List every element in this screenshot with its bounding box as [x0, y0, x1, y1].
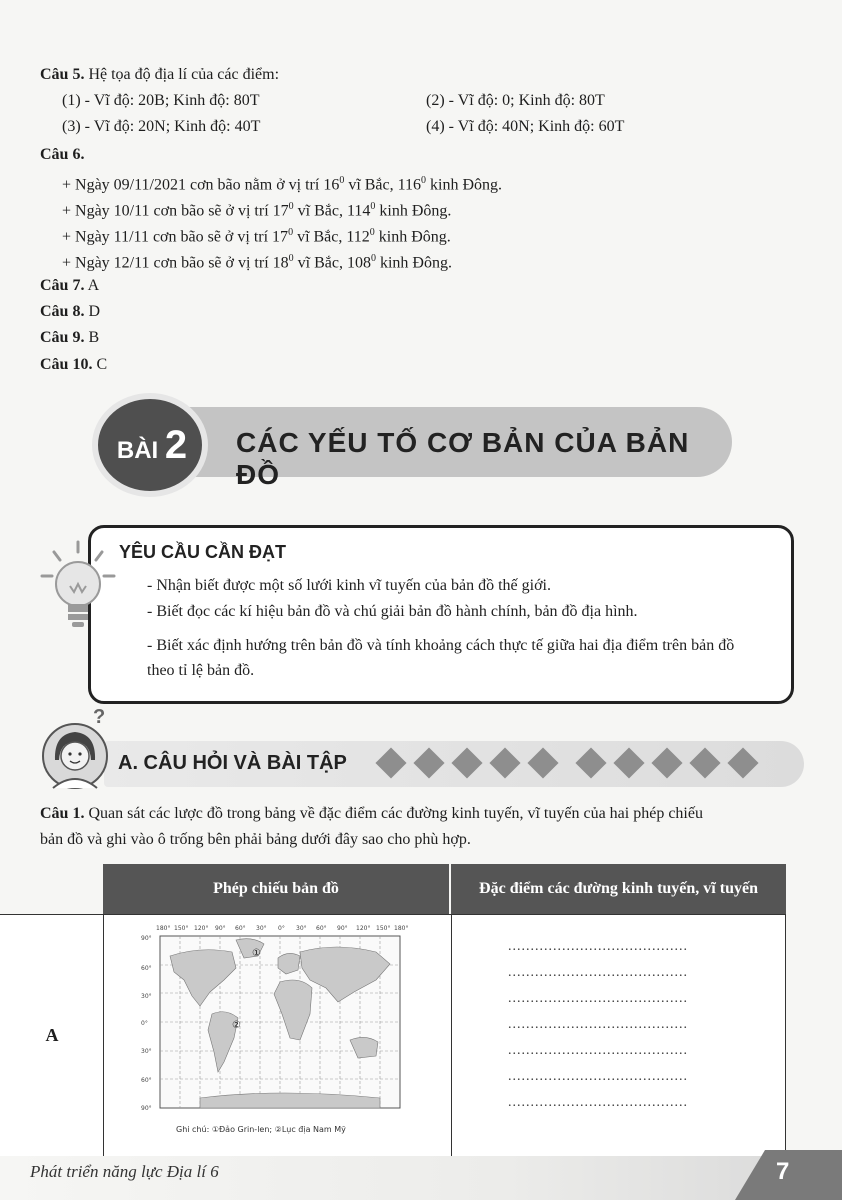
- q6-line-1: [62, 171, 502, 195]
- question1-text-1: Quan sát các lược đồ trong bảng về đặc điểm các đường kinh tuyến, vĩ tuyến của hai phép chiếu: [84, 805, 703, 822]
- requirement-item-4: theo tỉ lệ bản đồ.: [147, 662, 255, 679]
- q6-label: Câu 6.: [40, 146, 85, 163]
- q10-value: C: [96, 356, 108, 373]
- question-mark: ?: [93, 706, 106, 728]
- lesson-banner: [92, 393, 742, 497]
- requirements-box: [88, 525, 794, 704]
- q6-line-2: [62, 197, 451, 221]
- q6-line-3-a: + Ngày 11/11 cơn bão sẽ ở vị trí 17: [62, 228, 289, 246]
- q6-line-4-b: vĩ Bắc, 108: [293, 254, 371, 272]
- q7-value: A: [87, 277, 100, 294]
- answer-line[interactable]: ........................................: [508, 966, 688, 980]
- degree-sup: 0: [339, 175, 345, 186]
- q6-line-1-a: + Ngày 09/11/2021 cơn bão nằm ở vị trí 16: [62, 176, 340, 194]
- tick-top: 30°: [296, 925, 307, 932]
- tick-top: 30°: [256, 925, 267, 932]
- q6-line-1-c: kinh Đông.: [426, 176, 503, 194]
- tick-top: 90°: [215, 925, 226, 932]
- answer-line[interactable]: ........................................: [508, 1096, 688, 1110]
- answer-line[interactable]: ........................................: [508, 1018, 688, 1032]
- lesson-title: CÁC YẾU TỐ CƠ BẢN CỦA BẢN ĐỒ: [236, 427, 690, 490]
- answer-line[interactable]: ........................................: [508, 940, 688, 954]
- tick-top: 60°: [316, 925, 327, 932]
- answer-line[interactable]: ........................................: [508, 992, 688, 1006]
- q9-value: B: [88, 329, 100, 346]
- q6-line-3: [62, 223, 451, 247]
- footer-title: Phát triển năng lực Địa lí 6: [30, 1162, 219, 1181]
- q5-label: Câu 5.: [40, 66, 85, 83]
- q8-value: D: [88, 303, 101, 320]
- q8-line: [40, 302, 100, 322]
- section-title: A. CÂU HỎI VÀ BÀI TẬP: [118, 752, 347, 774]
- q6-line-4: [62, 249, 452, 273]
- tick-left: 90°: [141, 935, 152, 942]
- q6-line-4-c: kinh Đông.: [375, 254, 452, 272]
- q5-line: [40, 65, 279, 85]
- question1-line2: bản đồ và ghi vào ô trống bên phải bảng dưới đây sao cho phù hợp.: [40, 831, 471, 848]
- q6-line-3-c: kinh Đông.: [374, 228, 451, 246]
- question1-label: Câu 1.: [40, 805, 85, 822]
- marker-greenland: ①: [252, 948, 261, 959]
- tick-left: 30°: [141, 993, 152, 1000]
- q9-label: Câu 9.: [40, 329, 85, 346]
- tick-top: 60°: [235, 925, 246, 932]
- tick-left: 90°: [141, 1105, 152, 1112]
- degree-sup: 0: [370, 253, 376, 264]
- q5-item-1: (1) - Vĩ độ: 20B; Kinh độ: 80T: [62, 92, 260, 109]
- q10-label: Câu 10.: [40, 356, 93, 373]
- tick-top: 180°: [156, 925, 171, 932]
- world-map-figure: [140, 922, 410, 1140]
- tick-top: 90°: [337, 925, 348, 932]
- q8-label: Câu 8.: [40, 303, 85, 320]
- lesson-number: [100, 423, 204, 468]
- tick-left: 60°: [141, 965, 152, 972]
- tick-top: 150°: [174, 925, 189, 932]
- q6-line-3-b: vĩ Bắc, 112: [293, 228, 370, 246]
- tick-top: 180°: [394, 925, 409, 932]
- requirements-title: YÊU CẦU CẦN ĐẠT: [119, 542, 287, 562]
- q6-line-4-a: + Ngày 12/11 cơn bão sẽ ở vị trí 18: [62, 254, 289, 272]
- degree-sup: 0: [370, 201, 376, 212]
- tick-top: 0°: [278, 925, 285, 932]
- q6-line-2-b: vĩ Bắc, 114: [293, 202, 371, 220]
- degree-sup: 0: [421, 175, 427, 186]
- degree-sup: 0: [288, 253, 294, 264]
- answer-line[interactable]: ........................................: [508, 1070, 688, 1084]
- projection-table: [0, 864, 786, 1164]
- tick-top: 120°: [194, 925, 209, 932]
- tick-left: 60°: [141, 1077, 152, 1084]
- q5-text: Hệ tọa độ địa lí của các điểm:: [88, 66, 280, 83]
- table-header-features: Đặc điểm các đường kinh tuyến, vĩ tuyến: [451, 864, 786, 914]
- q9-line: [40, 328, 99, 348]
- question1-line1: [40, 804, 703, 824]
- row-label: A: [45, 1025, 59, 1045]
- degree-sup: 0: [288, 201, 294, 212]
- tick-left: 0°: [141, 1020, 148, 1027]
- degree-sup: 0: [369, 227, 375, 238]
- q7-label: Câu 7.: [40, 277, 85, 294]
- lightbulb-icon: [40, 540, 116, 640]
- page-number: 7: [776, 1158, 790, 1185]
- q10-line: [40, 355, 107, 375]
- table-header-projection: Phép chiếu bản đồ: [103, 864, 449, 914]
- row-label-cell: [0, 914, 104, 1164]
- tick-left: 30°: [141, 1048, 152, 1055]
- q5-item-3: (3) - Vĩ độ: 20N; Kinh độ: 40T: [62, 118, 261, 135]
- q6-line-1-b: vĩ Bắc, 116: [344, 176, 422, 194]
- tick-top: 120°: [356, 925, 371, 932]
- answer-line[interactable]: ........................................: [508, 1044, 688, 1058]
- tick-top: 150°: [376, 925, 391, 932]
- marker-south-america: ②: [232, 1020, 241, 1031]
- requirement-item-3: - Biết xác định hướng trên bản đồ và tính khoảng cách thực tế giữa hai địa điểm trên bản đồ: [147, 637, 735, 654]
- q5-item-4: (4) - Vĩ độ: 40N; Kinh độ: 60T: [426, 118, 625, 135]
- map-caption: Ghi chú: ①Đảo Grin-len; ②Lục địa Nam Mỹ: [176, 1125, 346, 1134]
- q6-line-2-a: + Ngày 10/11 cơn bão sẽ ở vị trí 17: [62, 202, 289, 220]
- degree-sup: 0: [288, 227, 294, 238]
- requirement-item-1: - Nhận biết được một số lưới kinh vĩ tuyến của bản đồ thế giới.: [147, 577, 551, 594]
- q6-line-2-c: kinh Đông.: [375, 202, 452, 220]
- lesson-number-value: 2: [164, 423, 188, 467]
- lesson-prefix: BÀI: [116, 437, 159, 464]
- requirement-item-2: - Biết đọc các kí hiệu bản đồ và chú giải bản đồ hành chính, bản đồ địa hình.: [147, 603, 638, 620]
- q5-item-2: (2) - Vĩ độ: 0; Kinh độ: 80T: [426, 92, 605, 109]
- q7-line: [40, 276, 99, 296]
